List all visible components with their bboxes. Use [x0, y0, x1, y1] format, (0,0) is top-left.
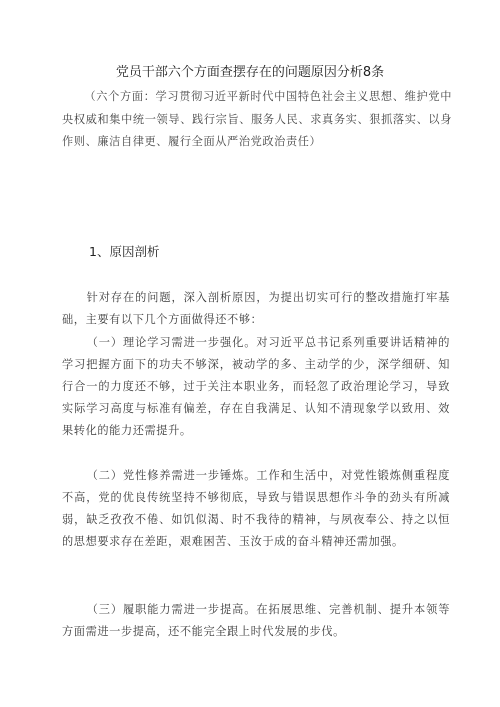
section-heading: 1、原因剖析 [89, 244, 160, 259]
paragraph-theory-study: （一）理论学习需进一步强化。对习近平总书记系列重要讲话精神的学习把握方面下的功夫不够深，被动学的多、主动学的少，深学细研、知行合一的力度还不够，过于关注本职业务，而轻忽了政治理论学习，导致实际学习高度与标准有偏差，存在自我满足、认知不清现象学以致用、效果转化的能力还需提升。 [62, 336, 450, 437]
paragraph-intro: 针对存在的问题，深入剖析原因，为提出切实可行的整改措施打牢基础，主要有以下几个方面做得还不够： [62, 291, 450, 326]
document-title: 党员干部六个方面查摆存在的问题原因分析8条 [115, 65, 385, 80]
paragraph-party-spirit: （二）党性修养需进一步锤炼。工作和生活中，对党性锻炼侧重程度不高，党的优良传统坚持不够彻底，导致与错误思想作斗争的劲头有所减弱，缺乏孜孜不倦、如饥似渴、时不我待的精神，与夙夜奉公、持之以恒的思想要求存在差距，艰难困苦、玉汝于成的奋斗精神还需加强。 [62, 469, 450, 548]
document-subtitle: （六个方面：学习贯彻习近平新时代中国特色社会主义思想、维护党中央权威和集中统一领导、践行宗旨、服务人民、求真务实、狠抓落实、以身作则、廉洁自律更、履行全面从严治党政治责任） [62, 90, 452, 148]
paragraph-duty-ability: （三）履职能力需进一步提高。在拓展思维、完善机制、提升本领等方面需进一步提高，还不能完全跟上时代发展的步伐。 [62, 603, 450, 638]
